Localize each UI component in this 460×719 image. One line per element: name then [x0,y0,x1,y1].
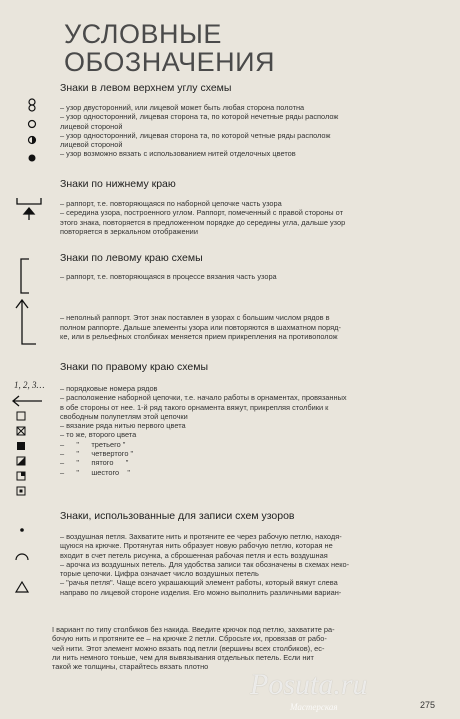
watermark: Posuta.ru [250,668,368,701]
quarter-square-icon [17,472,25,480]
text-line: в обе стороны от нее. 1-й ряд такого орнамента вяжут, прикрепляя столбики к [60,402,329,412]
footer-paragraph [52,625,452,671]
chain-arch-icon [16,554,28,560]
text-line: лицевой стороной [60,140,123,150]
partial-rapport-symbol-icon [14,298,38,348]
filled-circle-icon [29,155,36,162]
section-bottom-edge-text [60,199,452,236]
open-circle-icon [29,121,36,128]
text-line: – то же, второго цвета [60,430,137,440]
text-line: – узор односторонний, лицевая сторона та, по которой четные ряды располож [60,130,331,140]
text-line: такой же толщины, старайтесь вязать плотно [52,662,209,672]
top-left-symbols [20,96,44,166]
chain-stitch-icon [20,528,24,532]
text-line: – раппорт, т.е. повторяющаяся по наборной цепочке часть узора [60,199,282,208]
section-heading-right-edge: Знаки по правому краю схемы [60,361,209,373]
text-line: ке, или в рельефных столбиках меняется прием прикрепления на противополож [60,331,338,341]
text-line: входит в счет петель рисунка, а сброшенная рабочая петля и есть воздушная [60,550,328,560]
text-line: – порядковые номера рядов [60,384,158,393]
crab-stitch-icon [16,582,28,592]
text-line: направо по лицевой стороне изделия. Его можно выполнить различными вариан- [60,587,342,597]
text-line: – "рачья петля". Чаще всего украшающий элемент работы, который вяжут слева [60,578,338,588]
text-line: – неполный раппорт. Этот знак поставлен в узорах с большим числом рядов в [60,313,330,323]
text-line: – расположение наборной цепочки, т.е. начало работы в орнаментах, провязанных [60,393,347,403]
text-line [60,290,452,299]
text-line: – узор возможно вязать с использованием нитей отделочных цветов [60,149,296,159]
double-circle-icon [29,99,35,111]
half-square-icon [17,457,25,465]
page-number: 275 [420,700,436,710]
x-square-icon [17,427,25,435]
dot-square-icon [17,487,25,495]
text-line: – " шестого " [60,467,131,477]
section-top-left-text [60,103,452,159]
text-line: – " четвертого " [60,449,134,459]
text-line: – раппорт, т.е. повторяющаяся в процессе вязания часть узора [60,272,277,281]
text-line: лицевой стороной [60,121,123,131]
watermark-small: Мастерская [290,702,338,712]
text-line: щуюся на крючке. Протянутая нить образует новую рабочую петлю, которая не [60,541,333,551]
text-line: этого знака, повторяется в предложенном порядке до середины угла, дальше узор [60,217,346,227]
text-line: – узор двусторонний, или лицевой может быть любая сторона полотна [60,103,305,112]
section-left-edge-text [60,272,452,341]
text-line: – середина узора, построенного углом. Раппорт, помеченный с правой стороны от [60,208,343,218]
color-squares-symbols [16,410,28,506]
text-line: повторяется в зеркальном отображении [60,226,198,236]
row-numbers-label: 1, 2, 3… [14,380,45,390]
text-line: свободным полупетлям этой цепочки [60,411,188,421]
section-heading-bottom-edge: Знаки по нижнему краю [60,178,176,190]
rapport-bracket-icon [17,198,41,204]
section-right-edge-text [60,384,452,477]
section-heading-left-edge: Знаки по левому краю схемы [60,252,203,264]
half-filled-circle-icon [29,137,36,144]
text-line: бочую нить и протяните ее – на крючке 2 петли. Сбросьте их, провязав от рабо- [52,634,327,644]
text-line: – вязание ряда нитью первого цвета [60,421,186,431]
text-line: – воздушная петля. Захватите нить и протяните ее через рабочую петлю, находя- [60,532,342,541]
text-line: торые цепочки. Цифра означает число воздушных петель [60,569,259,579]
text-line: – арочка из воздушных петель. Для удобства записи так обозначены в схемах неко- [60,559,350,569]
left-arrow-icon [10,394,44,408]
text-line: чей нити. Этот элемент можно вязать под петли (вершины всех столбиков), ес- [52,643,325,653]
text-line: – " третьего " [60,439,126,449]
text-line [60,281,452,290]
text-line: полном раппорте. Дальше элементы узора или повторяются в шахматном поряд- [60,322,341,332]
page-title: УСЛОВНЫЕ ОБОЗНАЧЕНИЯ [64,19,276,78]
up-arrow-icon [24,208,34,220]
section-heading-top-left: Знаки в левом верхнем углу схемы [60,82,232,94]
text-line: I вариант по типу столбиков без накида. Введите крючок под петлю, захватите ра- [52,625,335,634]
text-line: – " пятого " [60,458,129,468]
left-bracket-icon [18,258,32,294]
empty-square-icon [17,412,25,420]
section-pattern-symbols-text [60,532,452,597]
section-heading-pattern-symbols: Знаки, использованные для записи схем узоров [60,510,295,522]
bottom-edge-symbols [14,196,44,224]
text-line: – узор односторонний, лицевая сторона та, по которой нечетные ряды располож [60,112,339,122]
filled-square-icon [17,442,25,450]
pattern-symbols [14,524,30,596]
text-line: ли нить немного тоньше, чем для вывязывания отдельных петель. Если нит [52,652,314,662]
